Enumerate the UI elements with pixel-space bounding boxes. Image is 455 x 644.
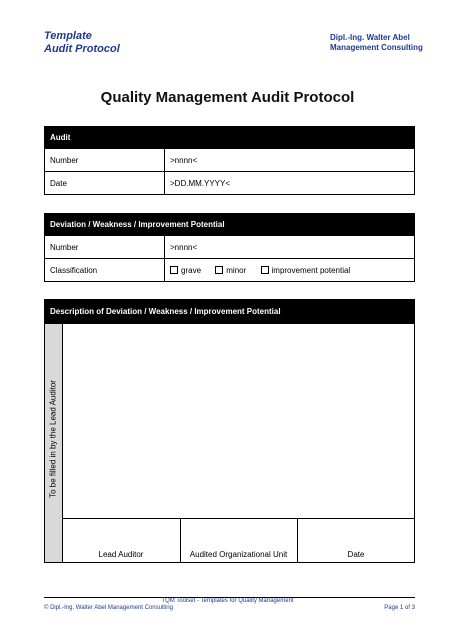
description-text-area[interactable]: [63, 324, 414, 518]
audit-number-value[interactable]: >nnnn<: [165, 149, 415, 172]
classification-label: Classification: [45, 259, 165, 282]
table-row: [45, 172, 415, 195]
signature-label: Lead Auditor: [98, 550, 144, 559]
checkbox-icon[interactable]: [170, 266, 178, 274]
footer-toolset: TQM Toolset - Templates for Quality Management: [161, 598, 294, 604]
company-name-line1: Dipl.-Ing. Walter Abel: [330, 33, 410, 42]
audit-heading: Audit: [45, 127, 415, 149]
option-grave[interactable]: [170, 266, 201, 275]
signature-audited-unit[interactable]: [180, 518, 298, 562]
side-label: To be filled in by the Lead Auditor: [48, 380, 58, 498]
checkbox-icon[interactable]: [215, 266, 223, 274]
document-title: Quality Management Audit Protocol: [100, 89, 355, 106]
audit-date-label: Date: [45, 172, 165, 195]
audit-number-label: Number: [45, 149, 165, 172]
table-row: [45, 236, 415, 259]
signature-label: Date: [347, 550, 365, 559]
company-name: [330, 33, 423, 53]
deviation-table: [44, 213, 415, 282]
deviation-number-value[interactable]: >nnnn<: [165, 236, 415, 259]
deviation-number-label: Number: [45, 236, 165, 259]
audit-table: [44, 126, 415, 195]
option-label: grave: [181, 265, 202, 275]
table-row: [45, 149, 415, 172]
template-label-line2: Audit Protocol: [44, 43, 120, 55]
audit-date-value[interactable]: >DD.MM.YYYY<: [165, 172, 415, 195]
signature-date[interactable]: [298, 518, 414, 562]
footer-copyright: © Dipl.-Ing. Walter Abel Management Consulting: [44, 605, 173, 611]
template-label-line1: Template: [44, 30, 92, 42]
template-label: [44, 30, 120, 56]
footer-page-number: Page 1 of 3: [384, 605, 415, 611]
deviation-heading: Deviation / Weakness / Improvement Potential: [45, 214, 415, 236]
option-label: minor: [226, 265, 247, 275]
checkbox-icon[interactable]: [261, 266, 269, 274]
signature-lead-auditor[interactable]: [62, 518, 181, 562]
signature-label: Audited Organizational Unit: [189, 550, 288, 559]
option-label: improvement potential: [271, 265, 351, 275]
classification-options: [165, 259, 415, 282]
option-minor[interactable]: [215, 266, 246, 275]
lead-auditor-side-bar: [45, 324, 63, 562]
description-box: [44, 299, 415, 563]
company-name-line2: Management Consulting: [330, 43, 423, 52]
description-heading: Description of Deviation / Weakness / Improvement Potential: [45, 300, 414, 324]
option-improvement-potential[interactable]: [261, 266, 351, 275]
table-row: [45, 259, 415, 282]
